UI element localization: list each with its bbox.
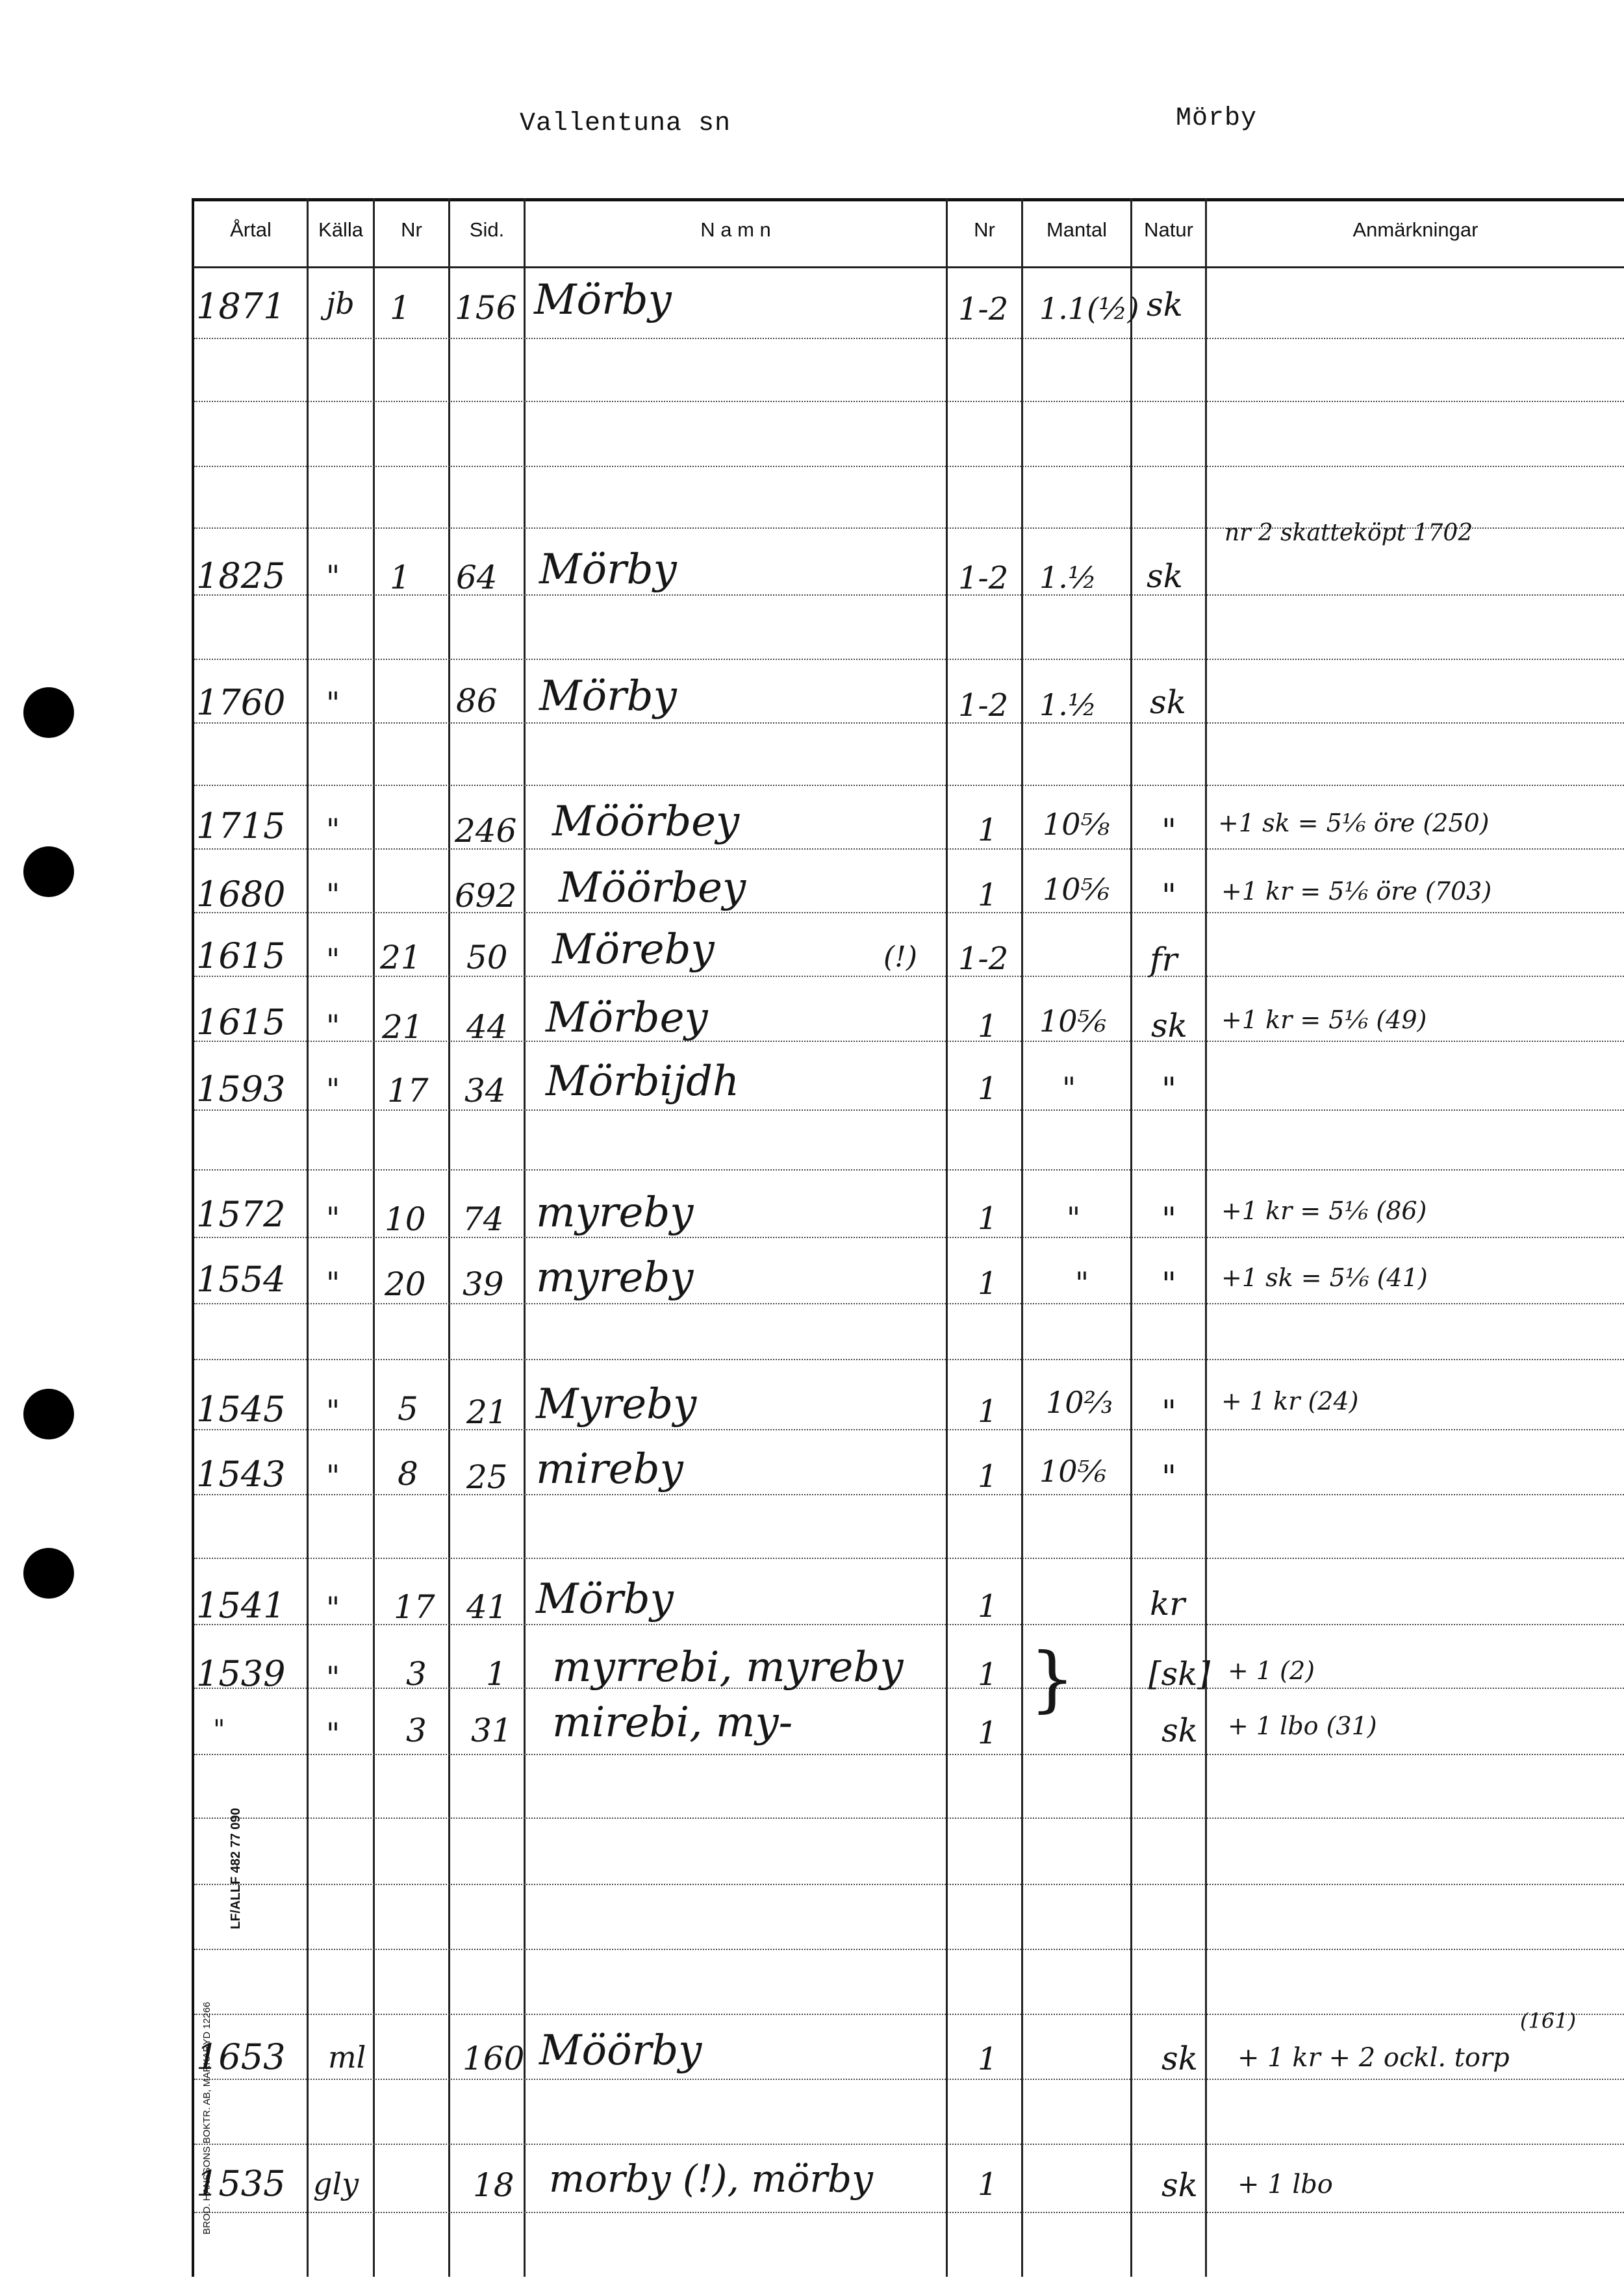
header-separator — [193, 266, 1624, 268]
cell-natur: " — [1161, 1200, 1176, 1238]
cell-page: 64 — [456, 559, 498, 596]
cell-page: 246 — [455, 812, 517, 850]
cell-page: 39 — [463, 1265, 504, 1303]
cell-mantal: " — [1075, 1265, 1089, 1300]
cell-nr2: 1 — [978, 877, 998, 913]
cell-page: 41 — [466, 1588, 508, 1626]
cell-year: 1572 — [196, 1194, 286, 1235]
col-header-year: Årtal — [230, 218, 272, 241]
col-header-notes: Anmärkningar — [1352, 218, 1478, 241]
cell-nr: 21 — [382, 1008, 424, 1046]
printer-imprint: BROD. HANSSONS BOKTR. AB, MARKARYD 12266 — [201, 2001, 212, 2235]
cell-source: " — [326, 559, 340, 594]
cell-source: " — [326, 1590, 340, 1625]
cell-nr: 1 — [390, 559, 411, 596]
form-code: LF/ALLF 482 77 090 — [229, 1808, 243, 1929]
row-rule — [194, 1169, 1624, 1171]
row-rule — [194, 2079, 1624, 2080]
cell-name: Mörbey — [546, 994, 708, 1042]
cell-nr2: 1-2 — [958, 291, 1009, 327]
cell-notes: + 1 lbo — [1237, 2170, 1333, 2199]
cell-notes: + 1 lbo (31) — [1228, 1712, 1377, 1740]
cell-source: " — [326, 1716, 340, 1751]
cell-nr: 21 — [380, 939, 422, 976]
punch-hole — [23, 1389, 74, 1439]
cell-source: " — [326, 812, 340, 847]
cell-nr: 1 — [390, 289, 411, 327]
cell-natur: " — [1161, 1458, 1176, 1496]
cell-nr: 20 — [385, 1265, 426, 1303]
cell-nr: 10 — [385, 1200, 426, 1238]
cell-name: Möreby — [552, 926, 715, 974]
row-rule — [194, 1303, 1624, 1304]
cell-name: Möörbey — [552, 798, 740, 846]
row-rule — [194, 466, 1624, 467]
cell-page: 18 — [473, 2166, 514, 2204]
cell-nr: 3 — [406, 1712, 427, 1749]
cell-name-note: (!) — [883, 941, 918, 974]
cell-year: 1615 — [196, 935, 286, 976]
cell-source: " — [326, 685, 340, 720]
cell-natur: sk — [1161, 1712, 1198, 1749]
cell-name: Möörbey — [559, 864, 746, 912]
row-rule — [194, 1359, 1624, 1360]
cell-page: 44 — [466, 1008, 508, 1046]
cell-source: jb — [326, 286, 355, 321]
cell-source: " — [326, 942, 340, 977]
cell-notes: +1 kr = 5⅙ öre (703) — [1221, 877, 1492, 906]
cell-natur: sk — [1161, 2166, 1198, 2204]
cell-year: " — [213, 1715, 225, 1745]
row-rule — [194, 1754, 1624, 1755]
cell-mantal: " — [1067, 1200, 1081, 1235]
cell-source: " — [326, 1072, 340, 1107]
cell-natur: [sk] — [1148, 1655, 1210, 1693]
row-rule — [194, 1494, 1624, 1495]
cell-mantal: 10⅚ — [1043, 872, 1110, 907]
cell-year: 1825 — [196, 555, 286, 596]
cell-mantal-brace: } — [1030, 1637, 1075, 1720]
cell-name: morby (!), mörby — [549, 2157, 873, 2201]
punch-hole — [23, 1548, 74, 1599]
cell-name: Myreby — [536, 1380, 697, 1428]
cell-nr: 5 — [398, 1390, 418, 1428]
cell-notes: nr 2 skatteköpt 1702 — [1224, 520, 1473, 546]
cell-natur: " — [1161, 1265, 1176, 1303]
cell-page: 160 — [463, 2040, 525, 2077]
cell-natur: " — [1161, 1393, 1176, 1431]
cell-name: Mörby — [539, 546, 677, 594]
cell-nr2: 1 — [978, 1070, 998, 1107]
cell-nr2: 1 — [978, 2166, 998, 2203]
cell-nr2: 1-2 — [958, 560, 1009, 596]
cell-nr: 3 — [406, 1655, 427, 1693]
cell-nr2: 1 — [978, 812, 998, 848]
cell-mantal: " — [1062, 1070, 1076, 1106]
cell-nr2: 1 — [978, 1656, 998, 1693]
cell-source: " — [326, 1393, 340, 1428]
cell-source: gly — [313, 2166, 359, 2201]
cell-year: 1541 — [196, 1585, 286, 1626]
cell-natur: " — [1161, 877, 1176, 915]
cell-year: 1545 — [196, 1389, 286, 1430]
cell-source: " — [326, 1200, 340, 1235]
cell-nr2: 1 — [978, 1588, 998, 1625]
row-rule — [194, 338, 1624, 339]
cell-notes: + 1 (2) — [1228, 1656, 1315, 1685]
place-title: Mörby — [1176, 104, 1258, 133]
cell-page: 31 — [471, 1712, 513, 1749]
cell-natur: " — [1161, 812, 1176, 850]
cell-nr2: 1 — [978, 1715, 998, 1751]
cell-nr: 8 — [398, 1455, 418, 1493]
cell-mantal: 1.1(½) — [1039, 291, 1139, 326]
row-rule — [194, 912, 1624, 913]
punch-hole — [23, 846, 74, 897]
cell-nr2: 1-2 — [958, 941, 1009, 977]
cell-notes: + 1 kr (24) — [1221, 1387, 1359, 1415]
row-rule — [194, 1818, 1624, 1819]
col-header-source: Källa — [318, 218, 363, 241]
cell-source: " — [326, 1660, 340, 1695]
cell-source: " — [326, 1008, 340, 1043]
cell-nr2: 1 — [978, 1008, 998, 1045]
cell-natur: sk — [1147, 286, 1183, 323]
cell-year: 1543 — [196, 1454, 286, 1495]
cell-year: 1715 — [196, 805, 286, 846]
cell-nr2: 1 — [978, 1393, 998, 1430]
cell-mantal: 10⅚ — [1039, 1004, 1107, 1039]
cell-notes: +1 kr = 5⅙ (49) — [1221, 1006, 1427, 1034]
cell-name: Mörbijdh — [546, 1058, 740, 1106]
row-rule — [194, 1558, 1624, 1559]
col-header-mantal: Mantal — [1046, 218, 1108, 241]
cell-page: 34 — [464, 1072, 506, 1109]
cell-year: 1615 — [196, 1002, 286, 1043]
cell-page: 74 — [463, 1200, 504, 1238]
cell-nr2: 1 — [978, 1200, 998, 1237]
col-header-nr2: Nr — [974, 218, 995, 241]
cell-page: 21 — [466, 1393, 508, 1431]
cell-notes: +1 sk = 5⅙ öre (250) — [1218, 809, 1490, 837]
cell-nr2: 1 — [978, 1458, 998, 1495]
row-rule — [194, 659, 1624, 660]
cell-mantal: 10⅝ — [1043, 807, 1110, 842]
cell-natur: sk — [1161, 2040, 1198, 2077]
cell-natur: fr — [1150, 941, 1178, 978]
cell-page: 25 — [466, 1458, 508, 1496]
cell-page: 50 — [466, 939, 508, 976]
cell-notes: +1 kr = 5⅙ (86) — [1221, 1197, 1427, 1225]
col-header-natur: Natur — [1144, 218, 1193, 241]
col-header-page: Sid. — [469, 218, 505, 241]
cell-mantal: 1.½ — [1039, 687, 1097, 722]
cell-nr2: 1 — [978, 1265, 998, 1302]
cell-nr2: 1-2 — [958, 687, 1009, 724]
cell-year: 1554 — [196, 1259, 286, 1300]
cell-natur: sk — [1150, 683, 1186, 721]
cell-page: 156 — [455, 289, 517, 327]
cell-name: Möörby — [539, 2027, 702, 2075]
cell-notes: +1 sk = 5⅙ (41) — [1221, 1263, 1428, 1292]
cell-page: 692 — [455, 877, 517, 915]
cell-mantal: 1.½ — [1039, 560, 1097, 595]
col-header-name: N a m n — [700, 218, 771, 241]
row-rule — [194, 722, 1624, 724]
row-rule — [194, 1429, 1624, 1430]
cell-notes: + 1 kr + 2 ockl. torp — [1237, 2043, 1510, 2073]
row-rule — [194, 1884, 1624, 1885]
row-rule — [194, 848, 1624, 850]
cell-source: " — [326, 1458, 340, 1493]
cell-source: " — [326, 877, 340, 912]
cell-year: 1539 — [196, 1653, 286, 1694]
row-rule — [194, 2212, 1624, 2213]
cell-page: 86 — [456, 682, 498, 720]
cell-name: myrrebi, myreby — [552, 1643, 904, 1691]
row-rule — [194, 2014, 1624, 2015]
col-header-nr: Nr — [401, 218, 422, 241]
cell-year: 1653 — [196, 2036, 286, 2077]
cell-natur: sk — [1151, 1007, 1187, 1045]
row-rule — [194, 2144, 1624, 2145]
cell-name: Mörby — [539, 672, 677, 720]
cell-mantal: 10⅚ — [1039, 1454, 1107, 1489]
cell-nr: 17 — [387, 1072, 429, 1109]
cell-natur: " — [1161, 1070, 1176, 1108]
row-rule — [194, 401, 1624, 402]
cell-mantal: 10⅔ — [1046, 1385, 1113, 1420]
cell-name: mireby — [536, 1445, 683, 1493]
parish-title: Vallentuna sn — [520, 109, 731, 138]
cell-natur: kr — [1150, 1585, 1186, 1623]
row-rule — [194, 1949, 1624, 1950]
cell-notes-superscript: (161) — [1520, 2008, 1577, 2033]
cell-name: Mörby — [536, 1575, 674, 1623]
cell-year: 1593 — [196, 1069, 286, 1109]
cell-name: myreby — [536, 1189, 694, 1237]
cell-name: mirebi, my- — [552, 1699, 793, 1747]
cell-page: 1 — [486, 1655, 507, 1693]
cell-name: myreby — [536, 1254, 694, 1302]
cell-nr2: 1 — [978, 2041, 998, 2077]
cell-source: ml — [328, 2040, 366, 2075]
cell-nr: 17 — [394, 1588, 435, 1626]
cell-natur: sk — [1147, 557, 1183, 595]
cell-year: 1871 — [196, 286, 286, 327]
cell-year: 1760 — [196, 682, 286, 723]
row-rule — [194, 785, 1624, 786]
cell-name: Mörby — [534, 276, 672, 324]
row-rule — [194, 1109, 1624, 1111]
cell-source: " — [326, 1265, 340, 1300]
punch-hole — [23, 687, 74, 738]
cell-year: 1535 — [196, 2163, 286, 2204]
cell-year: 1680 — [196, 874, 286, 915]
